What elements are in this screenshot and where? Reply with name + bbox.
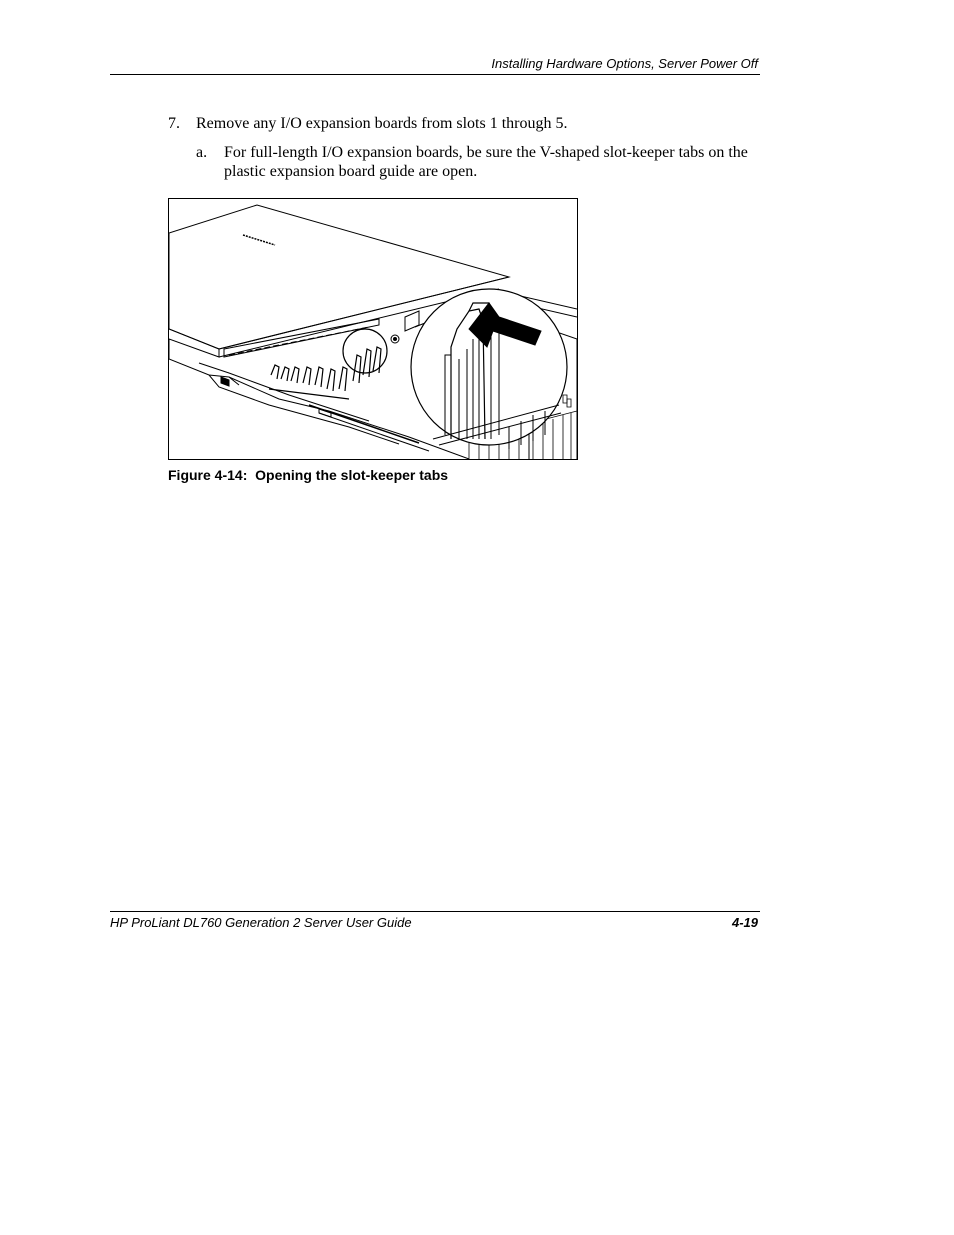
footer-guide-title: HP ProLiant DL760 Generation 2 Server User Guide bbox=[110, 915, 412, 930]
figure-caption: Figure 4-14: Opening the slot-keeper tabs bbox=[168, 467, 449, 483]
running-header: Installing Hardware Options, Server Power Off bbox=[491, 56, 758, 71]
substep-letter: a. bbox=[196, 144, 208, 161]
figure-illustration bbox=[168, 198, 578, 460]
footer-divider bbox=[110, 911, 760, 912]
substep-a bbox=[196, 143, 756, 181]
footer-page-number: 4-19 bbox=[731, 915, 758, 930]
step-number: 7. bbox=[168, 115, 180, 132]
header-divider bbox=[110, 74, 760, 75]
substep-text: For full-length I/O expansion boards, be sure the V-shaped slot-keeper tabs on the plastic expansion board guide are open. bbox=[224, 144, 748, 180]
server-slot-keeper-illustration bbox=[169, 199, 577, 459]
step-7 bbox=[168, 114, 568, 133]
step-text: Remove any I/O expansion boards from slots 1 through 5. bbox=[196, 115, 568, 132]
